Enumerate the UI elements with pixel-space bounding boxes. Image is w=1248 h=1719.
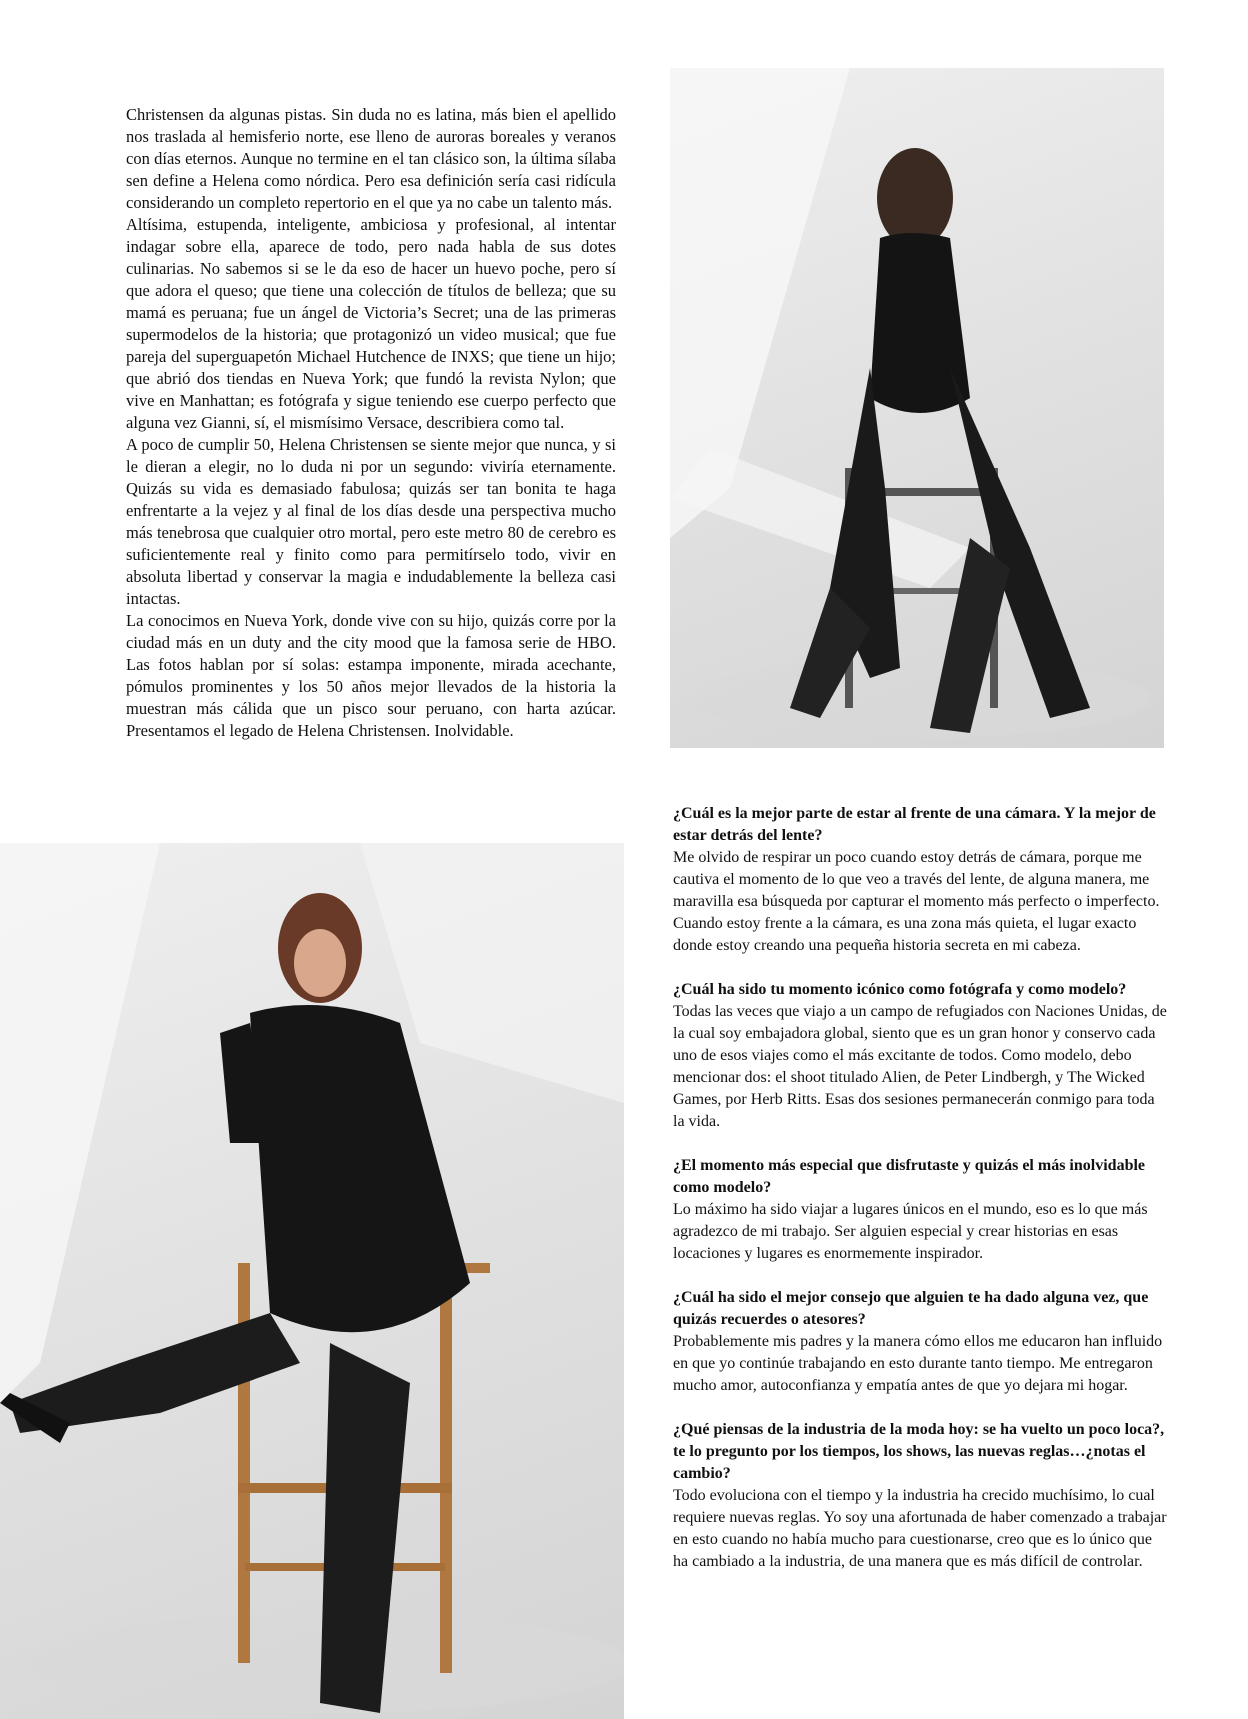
answer: Probablemente mis padres y la manera cómo ellos me educaron han influido en que yo continúe trabajando en esto durante tanto tiempo. Me entregaron mucho amor, autoconfianza y empatía antes de que yo dejara mi hogar. (673, 1333, 1163, 1394)
photo-model-seated-bw (670, 68, 1164, 748)
answer: Todo evoluciona con el tiempo y la industria ha crecido muchísimo, lo cual requiere nuevas reglas. Yo soy una afortunada de haber comenzado a trabajar en esto cuando no había mucho para cuestionarse, creo que es lo único que ha cambiado a la industria, de una manera que es más difícil de controlar. (673, 1487, 1167, 1570)
intro-paragraph: Christensen da algunas pistas. Sin duda no es latina, más bien el apellido nos traslada al hemisferio norte, ese lleno de auroras boreales y veranos con días eternos. Aunque no termine en el tan clásico son, la última sílaba sen define a Helena como nórdica. Pero esa definición sería casi ridícula considerando un completo repertorio en el que ya no cabe un talento más. (126, 105, 616, 212)
answer: Me olvido de respirar un poco cuando estoy detrás de cámara, porque me cautiva el momento de lo que veo a través del lente, de alguna manera, me maravilla esa búsqueda por capturar el momento más perfecto o imperfecto. Cuando estoy frente a la cámara, es una zona más quieta, el lugar exacto donde estoy creando una pequeña historia secreta en mi cabeza. (673, 849, 1160, 954)
intro-text (126, 104, 616, 742)
intro-paragraph: Altísima, estupenda, inteligente, ambiciosa y profesional, al intentar indagar sobre ella, aparece de todo, pero nada habla de sus dotes culinarias. No sabemos si se le da eso de hacer un huevo poche, pero sí que adora el queso; que tiene una colección de títulos de belleza; que su mamá es peruana; fue un ángel de Victoria’s Secret; una de las primeras supermodelos de la historia; que protagonizó un video musical; que fue pareja del superguapetón Michael Hutchence de INXS; que tiene un hijo; que abrió dos tiendas en Nueva York; que fundó la revista Nylon; que vive en Manhattan; es fotógrafa y sigue teniendo ese cuerpo perfecto que alguna vez Gianni, sí, el mismísimo Versace, describiera como tal. (126, 215, 616, 432)
answer: Todas las veces que viajo a un campo de refugiados con Naciones Unidas, de la cual soy embajadora global, siento que es un gran honor y conservo cada uno de esos viajes como el más excitante de todos. Como modelo, debo mencionar dos: el shoot titulado Alien, de Peter Lindbergh, y The Wicked Games, por Herb Ritts. Esas dos sesiones permanecerán conmigo para toda la vida. (673, 1003, 1167, 1130)
qa-item (673, 803, 1169, 957)
question: ¿Cuál ha sido el mejor consejo que alguien te ha dado alguna vez, que quizás recuerdes o atesores? (673, 1289, 1149, 1328)
qa-item (673, 1155, 1169, 1265)
photo-illustration (670, 68, 1164, 748)
answer: Lo máximo ha sido viajar a lugares únicos en el mundo, eso es lo que más agradezco de mi trabajo. Ser alguien especial y crear historias en esas locaciones y lugares es enormemente inspirador. (673, 1201, 1148, 1262)
intro-paragraph: A poco de cumplir 50, Helena Christensen se siente mejor que nunca, y si le dieran a elegir, no lo duda ni por un segundo: viviría eternamente. Quizás su vida es demasiado fabulosa; quizás ser tan bonita te haga enfrentarte a la vejez y al final de los días desde una perspectiva mucho más tenebrosa que cualquier otro mortal, pero este metro 80 de cerebro es suficientemente real y finito como para permitírselo todo, vivir en absoluta libertad y conservar la magia e indudablemente la belleza casi intactas. (126, 435, 616, 608)
question: ¿Cuál ha sido tu momento icónico como fotógrafa y como modelo? (673, 981, 1127, 998)
question: ¿Cuál es la mejor parte de estar al frente de una cámara. Y la mejor de estar detrás del lente? (673, 805, 1156, 844)
photo-illustration (0, 843, 624, 1719)
interview-qa (673, 803, 1169, 1595)
question: ¿El momento más especial que disfrutaste y quizás el más inolvidable como modelo? (673, 1157, 1146, 1196)
question: ¿Qué piensas de la industria de la moda hoy: se ha vuelto un poco loca?, te lo pregunto por los tiempos, los shows, las nuevas reglas…¿notas el cambio? (673, 1421, 1165, 1482)
qa-item (673, 1287, 1169, 1397)
qa-item (673, 979, 1169, 1133)
photo-model-seated-color (0, 843, 624, 1719)
qa-item (673, 1419, 1169, 1573)
intro-paragraph: La conocimos en Nueva York, donde vive con su hijo, quizás corre por la ciudad más en un duty and the city mood que la famosa serie de HBO. Las fotos hablan por sí solas: estampa imponente, mirada acechante, pómulos prominentes y los 50 años mejor llevados de la historia la muestran más cálida que un pisco sour peruano, con harta azúcar. Presentamos el legado de Helena Christensen. Inolvidable. (126, 611, 616, 740)
